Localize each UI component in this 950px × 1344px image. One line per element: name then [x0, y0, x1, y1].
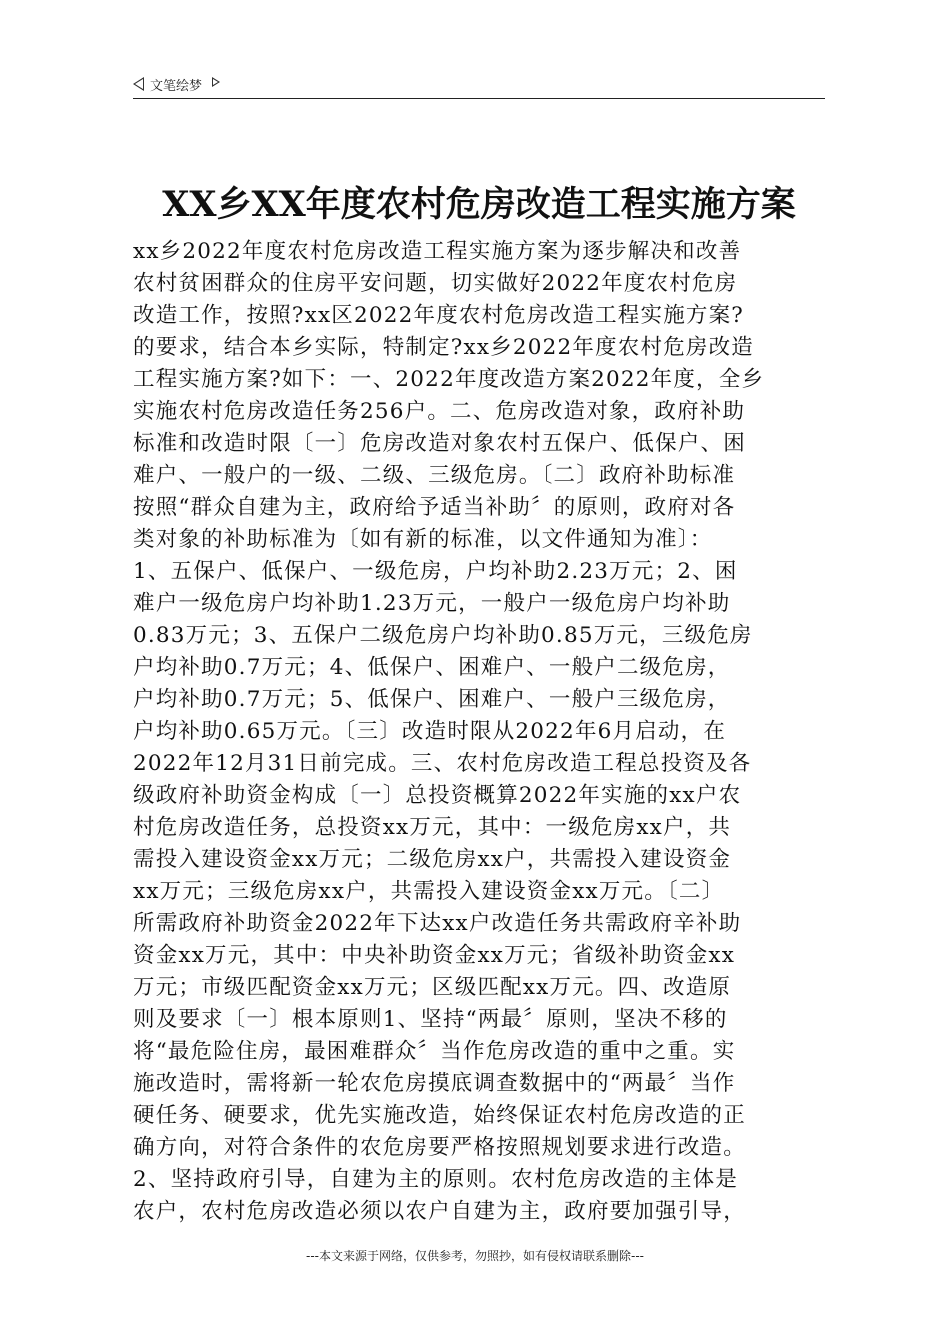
body-line: 1、五保户、低保户、一级危房，户均补助2.23万元；2、困 [133, 559, 738, 584]
body-line: 2、坚持政府引导，自建为主的原则。农村危房改造的主体是 [133, 1167, 739, 1192]
body-line: 标准和改造时限〔一〕危房改造对象农村五保户、低保户、困 [133, 431, 746, 456]
body-line: 改造工作，按照?xx区2022年度农村危房改造工程实施方案? [133, 303, 745, 328]
header-brand: 文笔绘梦 [150, 78, 203, 94]
body-line: 施改造时，需将新一轮农危房摸底调查数据中的“两最〞当作 [133, 1071, 736, 1096]
document-title: XX乡XX年度农村危房改造工程实施方案 [162, 184, 796, 225]
body-line: 所需政府补助资金2022年下达xx户改造任务共需政府辛补助 [133, 911, 742, 936]
body-line: 实施农村危房改造任务256户。二、危房改造对象，政府补助 [133, 399, 746, 424]
body-line: 资金xx万元，其中：中央补助资金xx万元；省级补助资金xx [133, 943, 736, 968]
triangle-right-icon [212, 77, 220, 87]
triangle-left-icon [133, 77, 144, 91]
body-line: 将“最危险住房，最困难群众〞当作危房改造的重中之重。实 [133, 1039, 736, 1064]
body-line: 万元；市级匹配资金xx万元；区级匹配xx万元。四、改造原 [133, 975, 732, 1000]
page-header [133, 70, 825, 99]
body-line: 工程实施方案?如下：一、2022年度改造方案2022年度，全乡 [133, 367, 765, 392]
page-footer: ---本文来源于网络，仅供参考，勿照抄，如有侵权请联系删除--- [306, 1249, 644, 1263]
body-line: 确方向，对符合条件的农危房要严格按照规划要求进行改造。 [133, 1135, 746, 1160]
body-line: 难户、一般户的一级、二级、三级危房。〔二〕政府补助标准 [133, 463, 736, 488]
body-line: 级政府补助资金构成〔一〕总投资概算2022年实施的xx户农 [133, 783, 742, 808]
body-line: 硬任务、硬要求，优先实施改造，始终保证农村危房改造的正 [133, 1103, 746, 1128]
body-line: 按照“群众自建为主，政府给予适当补助〞的原则，政府对各 [133, 495, 736, 520]
body-line: 农村贫困群众的住房平安问题，切实做好2022年度农村危房 [133, 271, 738, 296]
body-line: 0.83万元；3、五保户二级危房户均补助0.85万元，三级危房 [133, 623, 753, 648]
body-line: 则及要求〔一〕根本原则1、坚持“两最〞原则，坚决不移的 [133, 1007, 728, 1032]
document-body [133, 236, 827, 1228]
body-line: 户均补助0.65万元。〔三〕改造时限从2022年6月启动，在 [133, 719, 727, 744]
body-line: 户均补助0.7万元；4、低保户、困难户、一般户二级危房， [133, 655, 731, 680]
body-line: 户均补助0.7万元；5、低保户、困难户、一般户三级危房， [133, 687, 731, 712]
body-line: xx万元；三级危房xx户，共需投入建设资金xx万元。〔二〕 [133, 879, 725, 904]
body-line: 农户，农村危房改造必须以农户自建为主，政府要加强引导， [133, 1199, 746, 1224]
body-line: xx乡2022年度农村危房改造工程实施方案为逐步解决和改善 [133, 239, 742, 264]
body-line: 2022年12月31日前完成。三、农村危房改造工程总投资及各 [133, 751, 752, 776]
body-line: 类对象的补助标准为〔如有新的标准，以文件通知为准〕： [133, 527, 713, 552]
body-line: 的要求，结合本乡实际，特制定?xx乡2022年度农村危房改造 [133, 335, 754, 360]
body-line: 需投入建设资金xx万元；二级危房xx户，共需投入建设资金 [133, 847, 732, 872]
body-line: 村危房改造任务，总投资xx万元，其中：一级危房xx户，共 [133, 815, 732, 840]
body-line: 难户一级危房户均补助1.23万元，一般户一级危房户均补助 [133, 591, 731, 616]
